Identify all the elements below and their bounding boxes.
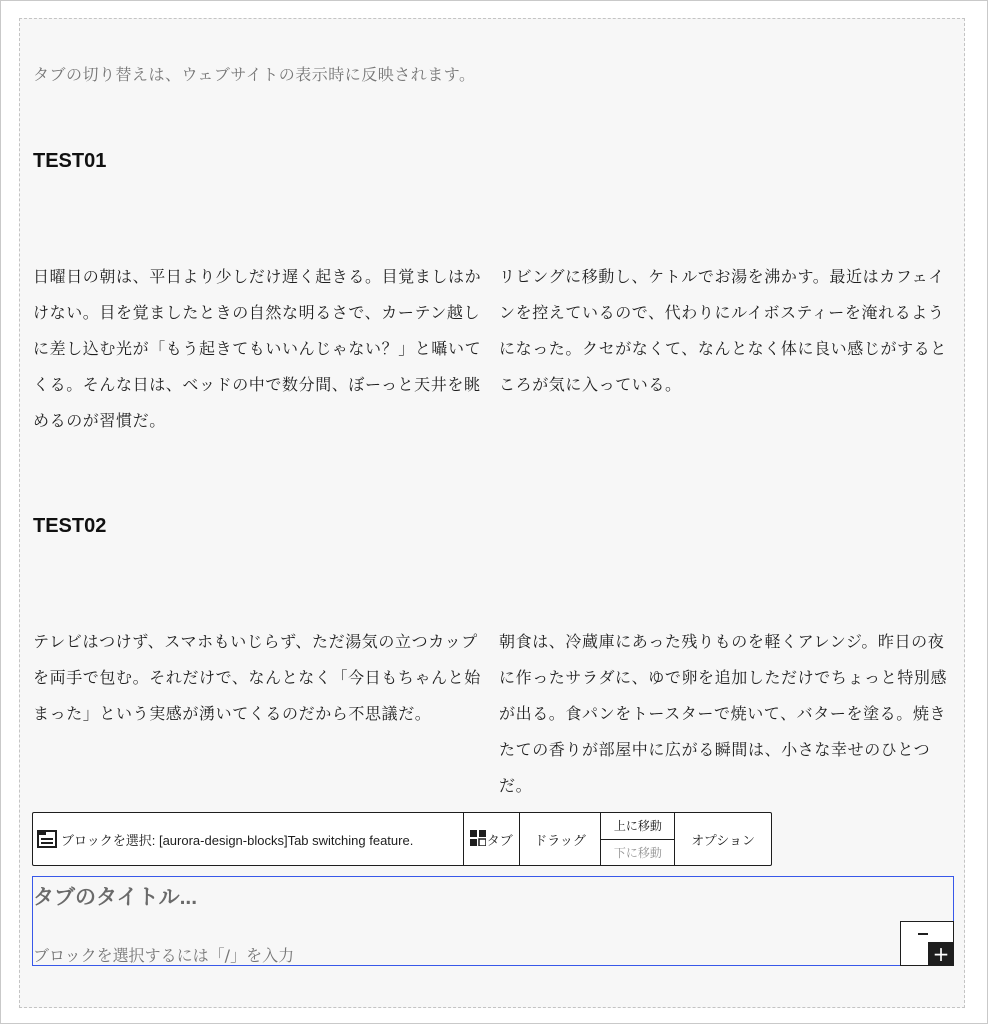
options-button[interactable]: オプション [691,832,756,848]
block-toolbar [32,812,772,866]
move-up-button[interactable]: 上に移動 [601,813,674,840]
block-parent-icon [37,829,59,849]
paragraph-test02-right[interactable]: 朝食は、冷蔵庫にあった残りものを軽くアレンジ。昨日の夜に作ったサラダに、ゆで卵を追加しただけでちょっと特別感が出る。食パンをトースターで焼いて、バターを塗る。焼きたての香りが部屋中に広がる瞬間は、小さな幸せのひとつだ。 [499,632,948,795]
paragraph-test02-left[interactable]: テレビはつけず、スマホもいじらず、ただ湯気の立つカップを両手で包む。それだけで、なんとなく「今日もちゃんと始まった」という実感が湧いてくるのだから不思議だ。 [33,632,481,723]
paragraph-placeholder[interactable]: ブロックを選択するには「/」を入力 [33,946,295,965]
tab-grid-icon [470,830,486,849]
drag-handle[interactable]: ドラッグ [520,813,602,865]
mover-group [601,813,675,865]
tab-edit-area[interactable] [32,876,954,966]
move-down-button[interactable]: 下に移動 [613,845,662,860]
section-heading-test01[interactable]: TEST01 [33,150,107,172]
plus-icon[interactable]: + [928,942,954,966]
block-select-label: ブロックを選択: [aurora-design-blocks]Tab switching feature. [61,832,414,848]
block-select-button[interactable] [33,813,464,865]
section-heading-test02[interactable]: TEST02 [33,515,107,537]
block-type-label: タブ [486,832,513,848]
tab-title-input[interactable]: タブのタイトル... [33,886,198,909]
inserter-line [918,933,928,935]
block-type-button[interactable] [464,813,520,865]
paragraph-test01-left[interactable]: 日曜日の朝は、平日より少しだけ遅く起きる。目覚ましはかけない。目を覚ましたときの自然な明るさで、カーテン越しに差し込む光が「もう起きてもいいんじゃない？」と囁いてくる。そんな日は、ベッドの中で数分間、ぼーっと天井を眺めるのが習慣だ。 [33,267,482,430]
paragraph-test01-right[interactable]: リビングに移動し、ケトルでお湯を沸かす。最近はカフェインを控えているので、代わりにルイボスティーを淹れるようになった。クセがなくて、なんとなく体に良い感じがするところが気に入っている。 [499,267,947,394]
tab-notice: タブの切り替えは、ウェブサイトの表示時に反映されます。 [33,65,476,84]
